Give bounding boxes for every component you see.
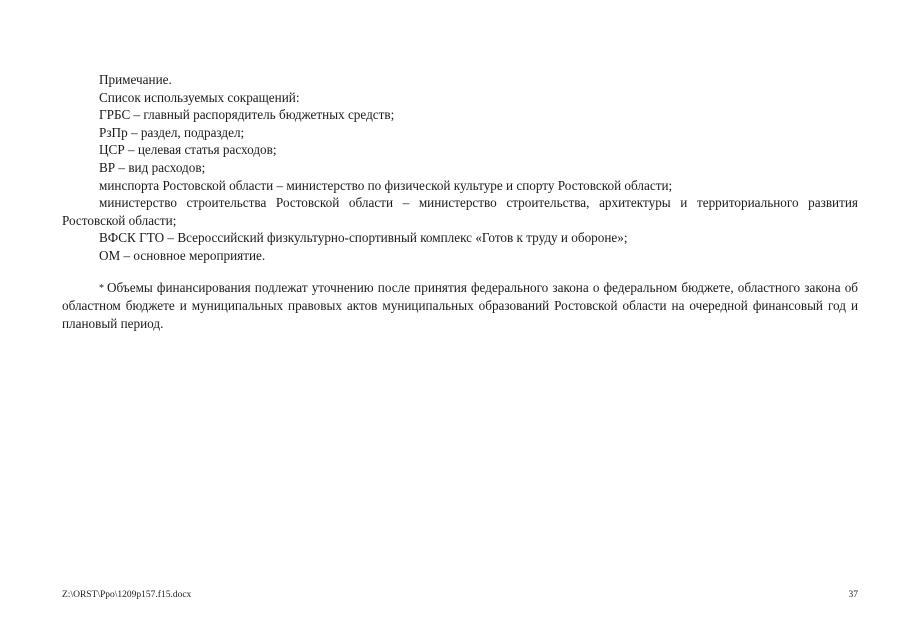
abbreviations-title: Список используемых сокращений: [99, 89, 300, 105]
footnote-text: Объемы финансирования подлежат уточнению после принятия федерального закона о федеральном бюджете, областного закона об областном бюджете и муниципальных правовых актов муниципальных образований Ростовской области на очередной финансовый год и плановый период. [62, 279, 858, 331]
footnote-marker: * [99, 282, 104, 294]
abbreviation-item: ГРБС – главный распорядитель бюджетных средств; [99, 107, 395, 123]
abbreviation-item: РзПр – раздел, подраздел; [99, 124, 245, 140]
footer-page-number: 37 [848, 590, 858, 600]
financing-footnote [62, 279, 858, 333]
abbreviation-item: ВР – вид расходов; [99, 159, 206, 175]
abbreviation-item: министерство строительства Ростовской области – министерство строительства, архитектуры и территориального развития Ростовской области; [62, 195, 858, 228]
abbreviation-item: минспорта Ростовской области – министерство по физической культуре и спорту Ростовской области; [99, 177, 673, 193]
abbreviation-item: ЦСР – целевая статья расходов; [99, 142, 277, 158]
document-body [62, 71, 858, 332]
footer-file-path: Z:\ORST\Ppo\1209p157.f15.docx [62, 590, 192, 600]
abbreviation-item: ВФСК ГТО – Всероссийский физкультурно-спортивный комплекс «Готов к труду и обороне»; [99, 230, 628, 246]
abbreviation-item: ОМ – основное мероприятие. [99, 247, 266, 263]
note-heading: Примечание. [99, 72, 172, 87]
